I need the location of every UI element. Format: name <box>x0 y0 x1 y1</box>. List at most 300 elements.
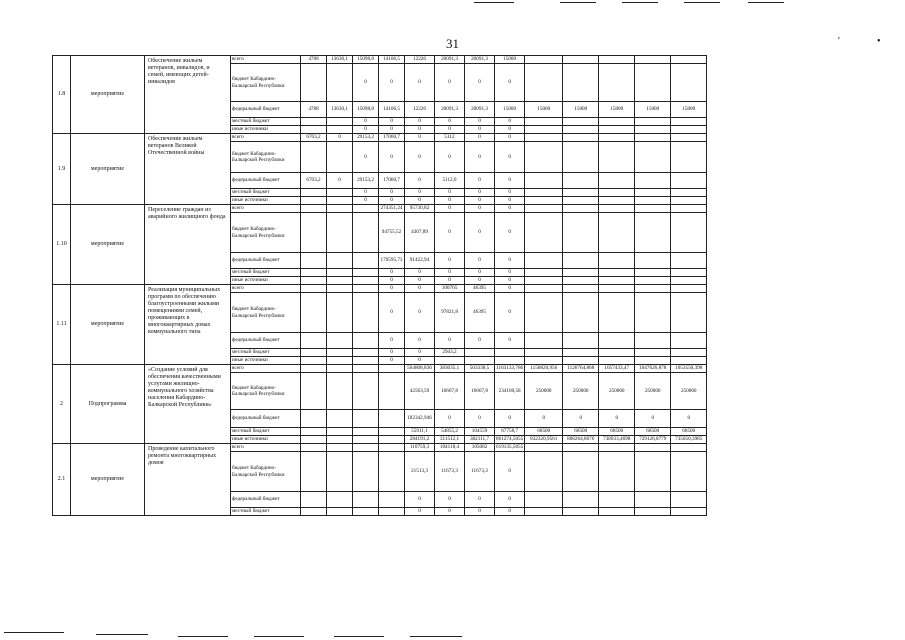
value-cell <box>563 333 599 349</box>
value-cell <box>379 365 405 373</box>
funding-source: всего <box>231 285 301 293</box>
value-cell <box>635 213 671 253</box>
value-cell <box>301 269 327 277</box>
value-cell: 0 <box>465 189 495 197</box>
value-cell <box>563 134 599 142</box>
value-cell <box>671 357 707 365</box>
value-cell <box>563 64 599 102</box>
value-cell <box>599 253 635 269</box>
value-cell: 104559 <box>465 428 495 436</box>
value-cell: 1150820,956 <box>525 365 563 373</box>
value-cell: 0 <box>435 205 465 213</box>
value-cell: 0 <box>405 269 435 277</box>
value-cell <box>599 508 635 516</box>
value-cell <box>635 277 671 285</box>
value-cell <box>563 349 599 357</box>
value-cell: 15098,8 <box>353 102 379 118</box>
value-cell: 16667,8 <box>465 373 495 410</box>
value-cell <box>379 492 405 508</box>
value-cell <box>353 492 379 508</box>
measure-name: Переселение граждан из аварийного жилищного фонда <box>145 205 231 285</box>
value-cell: 0 <box>465 205 495 213</box>
value-cell <box>327 492 353 508</box>
value-cell <box>635 492 671 508</box>
value-cell: 105082 <box>465 444 495 452</box>
value-cell <box>599 293 635 333</box>
value-cell <box>563 197 599 205</box>
value-cell <box>353 508 379 516</box>
value-cell: 738933,4698 <box>599 436 635 444</box>
value-cell: 0 <box>465 333 495 349</box>
value-cell: 4788 <box>301 102 327 118</box>
value-cell: 29153,2 <box>353 173 379 189</box>
value-cell <box>301 64 327 102</box>
value-cell <box>563 253 599 269</box>
value-cell <box>563 444 599 452</box>
value-cell: 0 <box>379 126 405 134</box>
value-cell: 0 <box>405 357 435 365</box>
value-cell <box>379 410 405 428</box>
value-cell <box>599 277 635 285</box>
table-row <box>53 205 743 213</box>
value-cell: 67758,7 <box>495 428 525 436</box>
value-cell: 0 <box>495 277 525 285</box>
value-cell <box>327 269 353 277</box>
value-cell <box>671 56 707 64</box>
row-type: мероприятие <box>71 56 145 134</box>
value-cell: 95730,82 <box>405 205 435 213</box>
value-cell <box>327 277 353 285</box>
value-cell: 0 <box>379 189 405 197</box>
value-cell: 735050,3985 <box>671 436 707 444</box>
value-cell: 0 <box>405 173 435 189</box>
value-cell: 0 <box>495 134 525 142</box>
value-cell <box>353 428 379 436</box>
value-cell: 13630,1 <box>327 102 353 118</box>
value-cell <box>635 349 671 357</box>
measure-name: Обеспечение жильем ветеранов, инвалидов, и семей, имеющих детей-инвалидов <box>145 56 231 134</box>
page-number: 31 <box>446 36 459 51</box>
value-cell: 0 <box>405 293 435 333</box>
table-row <box>53 285 743 293</box>
value-cell: 2943,2 <box>435 349 465 357</box>
value-cell: 0 <box>405 142 435 173</box>
value-cell: 6703,2 <box>301 173 327 189</box>
value-cell: 0 <box>465 508 495 516</box>
funding-source: местный бюджет <box>231 508 301 516</box>
value-cell <box>353 213 379 253</box>
value-cell <box>563 492 599 508</box>
value-cell: 14106,5 <box>379 56 405 64</box>
value-cell: 0 <box>353 197 379 205</box>
value-cell <box>671 508 707 516</box>
value-cell <box>671 444 707 452</box>
value-cell: 250000 <box>525 373 563 410</box>
value-cell: 100765 <box>435 285 465 293</box>
funding-source: всего <box>231 56 301 64</box>
measure-name: Обеспечение жильем ветеранов Великой Отечественной войны <box>145 134 231 205</box>
value-cell: 21513,3 <box>405 452 435 492</box>
value-cell: 0 <box>435 142 465 173</box>
value-cell <box>327 452 353 492</box>
value-cell <box>671 197 707 205</box>
value-cell <box>301 365 327 373</box>
value-cell: 0 <box>435 197 465 205</box>
value-cell: 12226 <box>405 56 435 64</box>
value-cell: 0 <box>465 492 495 508</box>
value-cell <box>599 269 635 277</box>
value-cell: 284191,2 <box>405 436 435 444</box>
value-cell <box>327 357 353 365</box>
value-cell <box>635 293 671 333</box>
value-cell <box>379 444 405 452</box>
value-cell <box>563 173 599 189</box>
value-cell: 503338,5 <box>465 365 495 373</box>
row-number: 1.8 <box>53 56 71 134</box>
value-cell <box>599 333 635 349</box>
value-cell: 4307,89 <box>405 213 435 253</box>
value-cell: 0 <box>465 142 495 173</box>
value-cell: 250000 <box>563 373 599 410</box>
value-cell <box>301 349 327 357</box>
value-cell: 179595,73 <box>379 253 405 269</box>
value-cell: 0 <box>379 357 405 365</box>
value-cell: 46395 <box>465 293 495 333</box>
value-cell: 311512,1 <box>435 436 465 444</box>
value-cell: 15098,8 <box>353 56 379 64</box>
row-type: мероприятие <box>71 134 145 205</box>
value-cell: 0 <box>635 410 671 428</box>
row-type: мероприятие <box>71 205 145 285</box>
value-cell: 832320,9561 <box>525 436 563 444</box>
value-cell <box>563 357 599 365</box>
value-cell: 16667,8 <box>435 373 465 410</box>
value-cell: 0 <box>435 277 465 285</box>
value-cell: 0 <box>671 410 707 428</box>
funding-source: федеральный бюджет <box>231 333 301 349</box>
value-cell: 0 <box>379 293 405 333</box>
funding-source: всего <box>231 444 301 452</box>
value-cell <box>563 508 599 516</box>
value-cell: 11673,3 <box>435 452 465 492</box>
value-cell <box>301 444 327 452</box>
value-cell: 0 <box>379 333 405 349</box>
value-cell: 1047626,878 <box>635 365 671 373</box>
table-row <box>53 365 743 373</box>
value-cell <box>599 452 635 492</box>
value-cell <box>327 64 353 102</box>
value-cell: 0 <box>525 410 563 428</box>
value-cell <box>671 492 707 508</box>
funding-source: местный бюджет <box>231 118 301 126</box>
value-cell: 274351,24 <box>380 205 403 212</box>
value-cell <box>599 492 635 508</box>
value-cell: 0 <box>435 253 465 269</box>
row-number: 2.1 <box>53 444 71 516</box>
value-cell <box>353 357 379 365</box>
value-cell <box>525 357 563 365</box>
value-cell: 234100,58 <box>495 373 525 410</box>
row-number: 1.9 <box>53 134 71 205</box>
value-cell <box>671 126 707 134</box>
value-cell <box>599 189 635 197</box>
table-row <box>53 56 743 64</box>
value-cell <box>327 197 353 205</box>
funding-source: федеральный бюджет <box>231 253 301 269</box>
value-cell: 0 <box>435 508 465 516</box>
value-cell <box>563 126 599 134</box>
value-cell <box>327 189 353 197</box>
value-cell <box>635 118 671 126</box>
value-cell: 15000 <box>599 102 635 118</box>
value-cell: 0 <box>495 293 525 333</box>
funding-source: иные источники <box>231 197 301 205</box>
value-cell <box>327 436 353 444</box>
value-cell <box>671 277 707 285</box>
value-cell <box>563 269 599 277</box>
value-cell <box>635 285 671 293</box>
value-cell: 0 <box>465 213 495 253</box>
funding-source: бюджет Кабардино-Балкарской Республики <box>231 213 301 253</box>
value-cell <box>599 285 635 293</box>
value-cell: 68500 <box>525 428 563 436</box>
value-cell: 0 <box>495 189 525 197</box>
value-cell: 0 <box>495 213 525 253</box>
value-cell: 0 <box>379 197 405 205</box>
value-cell <box>563 452 599 492</box>
value-cell <box>353 253 379 269</box>
value-cell: 42563,59 <box>405 373 435 410</box>
value-cell <box>327 365 353 373</box>
value-cell <box>301 197 327 205</box>
value-cell: 54855,2 <box>435 428 465 436</box>
value-cell <box>301 428 327 436</box>
value-cell: 0 <box>435 333 465 349</box>
value-cell <box>525 508 563 516</box>
value-cell <box>327 213 353 253</box>
value-cell: 619135,5055 <box>496 444 524 451</box>
value-cell <box>301 285 327 293</box>
scan-mark: ' <box>838 36 840 47</box>
value-cell: 14106,5 <box>379 102 405 118</box>
value-cell: 0 <box>495 253 525 269</box>
value-cell <box>563 285 599 293</box>
value-cell: 0 <box>495 285 525 293</box>
value-cell: 729126,8779 <box>635 436 671 444</box>
value-cell: 0 <box>465 253 495 269</box>
value-cell: 383035,1 <box>435 365 465 373</box>
value-cell: 0 <box>465 64 495 102</box>
value-cell <box>327 142 353 173</box>
value-cell: 0 <box>465 126 495 134</box>
value-cell: 182342,946 <box>405 410 435 428</box>
value-cell <box>301 357 327 365</box>
value-cell <box>435 357 465 365</box>
value-cell <box>563 205 599 213</box>
value-cell <box>353 333 379 349</box>
value-cell: 0 <box>379 142 405 173</box>
value-cell: 0 <box>495 142 525 173</box>
value-cell <box>525 197 563 205</box>
value-cell <box>563 213 599 253</box>
funding-source: иные источники <box>231 436 301 444</box>
value-cell <box>301 508 327 516</box>
value-cell <box>563 56 599 64</box>
value-cell <box>327 428 353 436</box>
value-cell <box>525 142 563 173</box>
value-cell <box>301 118 327 126</box>
value-cell <box>599 357 635 365</box>
measure-name: «Создание условий для обеспечения качественными услугами жилищно-коммунального хозяйства населения Кабардино-Балкарской Республики» <box>145 365 231 444</box>
value-cell <box>301 213 327 253</box>
value-cell <box>671 293 707 333</box>
funding-source: иные источники <box>231 357 301 365</box>
value-cell: 0 <box>435 410 465 428</box>
value-cell <box>301 126 327 134</box>
value-cell: 250000 <box>635 373 671 410</box>
value-cell <box>301 373 327 410</box>
value-cell <box>301 189 327 197</box>
value-cell <box>301 410 327 428</box>
value-cell <box>465 349 495 357</box>
value-cell: 6703,2 <box>301 134 327 142</box>
value-cell: 0 <box>353 126 379 134</box>
value-cell <box>301 436 327 444</box>
value-cell <box>671 134 707 142</box>
value-cell: 0 <box>465 410 495 428</box>
value-cell <box>671 173 707 189</box>
value-cell: 0 <box>379 118 405 126</box>
value-cell <box>599 142 635 173</box>
value-cell <box>525 64 563 102</box>
value-cell <box>635 64 671 102</box>
value-cell <box>635 173 671 189</box>
value-cell: 110759,3 <box>405 444 435 452</box>
value-cell <box>353 373 379 410</box>
value-cell: 0 <box>495 205 525 213</box>
value-cell: 0 <box>465 197 495 205</box>
value-cell: 0 <box>405 333 435 349</box>
value-cell <box>635 444 671 452</box>
value-cell: 15000 <box>525 102 563 118</box>
value-cell <box>599 173 635 189</box>
value-cell: 0 <box>495 126 525 134</box>
value-cell: 0 <box>435 126 465 134</box>
value-cell <box>327 444 353 452</box>
value-cell: 0 <box>435 492 465 508</box>
value-cell <box>525 285 563 293</box>
funding-source: федеральный бюджет <box>231 492 301 508</box>
value-cell: 0 <box>435 118 465 126</box>
value-cell <box>353 277 379 285</box>
funding-source: всего <box>231 365 301 373</box>
value-cell <box>353 436 379 444</box>
value-cell: 0 <box>379 285 405 293</box>
value-cell: 94755,52 <box>379 213 405 253</box>
value-cell <box>525 269 563 277</box>
value-cell <box>495 349 525 357</box>
funding-source: бюджет Кабардино-Балкарской Республики <box>231 293 301 333</box>
funding-source: федеральный бюджет <box>231 173 301 189</box>
value-cell: 17060,7 <box>379 173 405 189</box>
value-cell <box>563 293 599 333</box>
value-cell: 91422,94 <box>405 253 435 269</box>
value-cell: 0 <box>353 189 379 197</box>
value-cell <box>671 118 707 126</box>
measure-name: Проведение капитального ремонта многоквартирных домов <box>145 444 231 516</box>
value-cell <box>671 213 707 253</box>
value-cell: 0 <box>563 410 599 428</box>
value-cell <box>327 126 353 134</box>
value-cell: 0 <box>465 269 495 277</box>
value-cell <box>671 452 707 492</box>
value-cell <box>353 452 379 492</box>
value-cell <box>671 64 707 102</box>
value-cell <box>525 134 563 142</box>
value-cell <box>635 205 671 213</box>
value-cell: 15000 <box>495 56 525 64</box>
value-cell: 0 <box>435 64 465 102</box>
value-cell: 0 <box>495 508 525 516</box>
value-cell <box>671 333 707 349</box>
value-cell <box>635 508 671 516</box>
funding-source: иные источники <box>231 126 301 134</box>
value-cell: 0 <box>495 173 525 189</box>
value-cell <box>671 269 707 277</box>
value-cell: 0 <box>405 126 435 134</box>
value-cell: 11673,3 <box>465 452 495 492</box>
value-cell: 20091,3 <box>465 102 495 118</box>
funding-source: федеральный бюджет <box>231 102 301 118</box>
funding-source: бюджет Кабардино-Балкарской Республики <box>231 142 301 173</box>
value-cell <box>525 189 563 197</box>
value-cell: 0 <box>405 64 435 102</box>
funding-source: местный бюджет <box>231 428 301 436</box>
value-cell: 0 <box>405 189 435 197</box>
value-cell <box>525 118 563 126</box>
value-cell <box>671 253 707 269</box>
value-cell <box>327 373 353 410</box>
value-cell <box>635 269 671 277</box>
row-number: 2 <box>53 365 71 444</box>
funding-source: бюджет Кабардино-Балкарской Республики <box>231 64 301 102</box>
value-cell <box>353 410 379 428</box>
value-cell <box>301 142 327 173</box>
value-cell: 0 <box>353 142 379 173</box>
value-cell: 97821,8 <box>435 293 465 333</box>
value-cell: 1053550,398 <box>671 365 707 373</box>
value-cell: 4788 <box>301 56 327 64</box>
value-cell <box>525 492 563 508</box>
value-cell: 55911,1 <box>405 428 435 436</box>
value-cell: 68500 <box>599 428 635 436</box>
value-cell <box>525 56 563 64</box>
value-cell <box>327 508 353 516</box>
row-type: мероприятие <box>71 285 145 365</box>
value-cell <box>353 365 379 373</box>
value-cell: 12226 <box>405 102 435 118</box>
value-cell: 46395 <box>465 285 495 293</box>
funding-source: бюджет Кабардино-Балкарской Республики <box>231 452 301 492</box>
value-cell: 0 <box>495 118 525 126</box>
value-cell <box>327 118 353 126</box>
value-cell <box>599 444 635 452</box>
value-cell: 20091,3 <box>465 56 495 64</box>
value-cell <box>301 452 327 492</box>
value-cell <box>671 205 707 213</box>
value-cell <box>301 333 327 349</box>
value-cell <box>599 197 635 205</box>
